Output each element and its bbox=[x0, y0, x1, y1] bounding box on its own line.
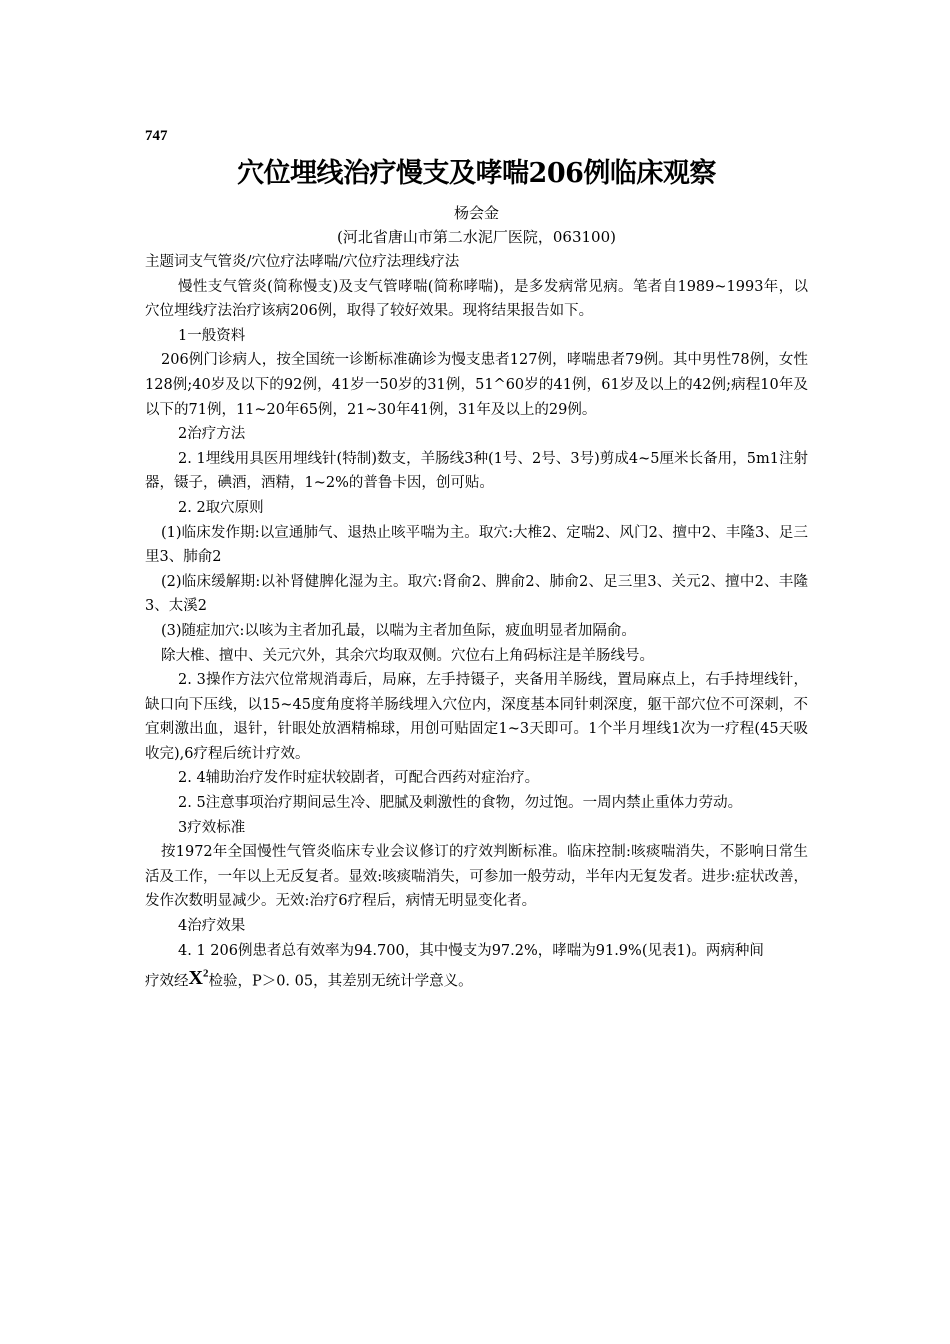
section-2-1: 2. 1埋线用具医用埋线针(特制)数支，羊肠线3种(1号、2号、3号)剪成4~5厘米长备用，5m1注射器，镊子，碘酒，酒精，1~2%的普鲁卡因，创可贴。 bbox=[145, 450, 808, 492]
author: 杨会金 bbox=[453, 204, 499, 222]
section-2-2-a: (1)临床发作期:以宣通肺气、退热止咳平喘为主。取穴:大椎2、定喘2、风门2、擅中2、丰隆3、足三里3、肺俞2 bbox=[145, 524, 808, 566]
section-2-2-heading: 2. 2取穴原则 bbox=[178, 499, 264, 516]
section-2-5: 2. 5注意事项治疗期间忌生冷、肥腻及刺激性的食物，勿过饱。一周内禁止重体力劳动。 bbox=[178, 795, 743, 812]
section-2-2-c: (3)随症加穴:以咳为主者加孔最，以喘为主者加鱼际，疲血明显者加隔俞。 bbox=[161, 622, 636, 639]
section-4-1-post: 检验，P＞0. 05，其差别无统计学意义。 bbox=[208, 973, 473, 990]
section-4-heading: 4治疗效果 bbox=[178, 918, 246, 935]
section-2-2-d: 除大椎、擅中、关元穴外，其余穴均取双侧。穴位右上角码标注是羊肠线号。 bbox=[161, 647, 654, 664]
chi-square-symbol bbox=[189, 967, 209, 989]
section-4-1: 4. 1 206例患者总有效率为94.700，其中慢支为97.2%，哮喘为91.9%(见表1)。两病种间 bbox=[178, 942, 764, 959]
section-2-3: 2. 3操作方法穴位常规消毒后，局麻，左手持镊子，夹备用羊肠线，置局麻点上，右手持埋线针，缺口向下压线，以15~45度角度将羊肠线埋入穴位内，深度基本同针刺深度，躯干部穴位不可深刺，不宜刺激出血，退针，针眼处放酒精棉球，用创可贴固定1~3天即可。1个半月埋线1次为一疗程(45天吸收完),6疗程后统计疗效。 bbox=[145, 672, 808, 762]
section-3-text: 按1972年全国慢性气管炎临床专业会议修订的疗效判断标准。临床控制:咳痰喘消失，不影响日常生活及工作，一年以上无反复者。显效:咳痰喘消失，可参加一般劳动，半年内无复发者。进步:症状改善，发作次数明显减少。无效:治疗6疗程后，病情无明显变化者。 bbox=[145, 844, 808, 910]
affiliation: (河北省唐山市第二水泥厂医院，063100) bbox=[337, 228, 616, 246]
section-1-heading: 1一般资料 bbox=[178, 327, 246, 344]
intro-paragraph: 慢性支气管炎(简称慢支)及支气管哮喘(简称哮喘)，是多发病常见病。笔者自1989~1993年，以穴位埋线疗法治疗该病206例，取得了较好效果。现将结果报告如下。 bbox=[145, 278, 808, 320]
chi-symbol: X bbox=[188, 966, 203, 989]
paper-title: 穴位埋线治疗慢支及哮喘206例临床观察 bbox=[237, 158, 716, 189]
body-text bbox=[145, 250, 808, 994]
section-4-1-pre: 疗效经 bbox=[145, 973, 189, 990]
section-2-2-b: (2)临床缓解期:以补肾健脾化湿为主。取穴:肾俞2、脾俞2、肺俞2、足三里3、关元2、擅中2、丰隆3、太溪2 bbox=[145, 573, 808, 615]
keywords: 主题词支气管炎/穴位疗法哮喘/穴位疗法理线疗法 bbox=[145, 254, 460, 270]
page-number: 747 bbox=[145, 128, 168, 144]
section-1-text: 206例门诊病人，按全国统一诊断标准确诊为慢支患者127例，哮喘患者79例。其中男性78例，女性128例;40岁及以下的92例，41岁一50岁的31例，51^60岁的41例，61岁及以上的42例;病程10年及以下的71例，11~20年65例，21~30年41例，31年及以上的29例。 bbox=[145, 352, 808, 418]
chi-superscript: 2 bbox=[202, 967, 209, 980]
section-3-heading: 3疗效标准 bbox=[178, 819, 246, 836]
section-2-4: 2. 4辅助治疗发作时症状较剧者，可配合西药对症治疗。 bbox=[178, 770, 540, 787]
section-4-1-continued bbox=[145, 963, 808, 994]
section-2-heading: 2治疗方法 bbox=[178, 426, 246, 443]
